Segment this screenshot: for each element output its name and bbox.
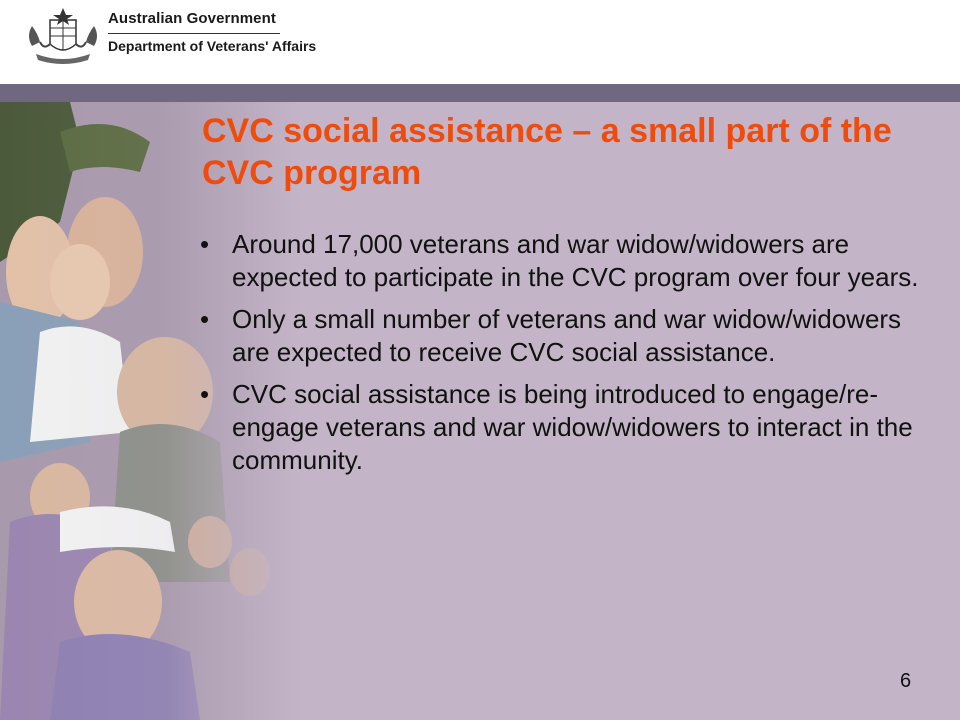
org-divider	[108, 33, 280, 34]
page-number: 6	[900, 670, 912, 692]
bullet-item	[200, 303, 940, 369]
header-band	[0, 84, 960, 102]
bullet-marker: •	[200, 304, 210, 334]
bullet-item	[200, 228, 940, 294]
slide-header	[0, 0, 960, 84]
coat-of-arms-icon	[22, 6, 104, 70]
bullet-text: Around 17,000 veterans and war widow/widowers are expected to participate in the CVC program over four years.	[232, 229, 919, 292]
bullet-text: CVC social assistance is being introduced to engage/re-engage veterans and war widow/widowers to interact in the community.	[232, 379, 913, 475]
org-name-line1: Australian Government	[108, 10, 276, 27]
bullet-item	[200, 378, 940, 477]
bullet-marker: •	[200, 229, 210, 259]
bullet-list	[200, 228, 940, 486]
bullet-text: Only a small number of veterans and war widow/widowers are expected to receive CVC social assistance.	[232, 304, 902, 367]
slide-title: CVC social assistance – a small part of the CVC program	[202, 112, 892, 192]
bullet-marker: •	[200, 379, 210, 409]
org-name-line2: Department of Veterans' Affairs	[108, 38, 317, 54]
